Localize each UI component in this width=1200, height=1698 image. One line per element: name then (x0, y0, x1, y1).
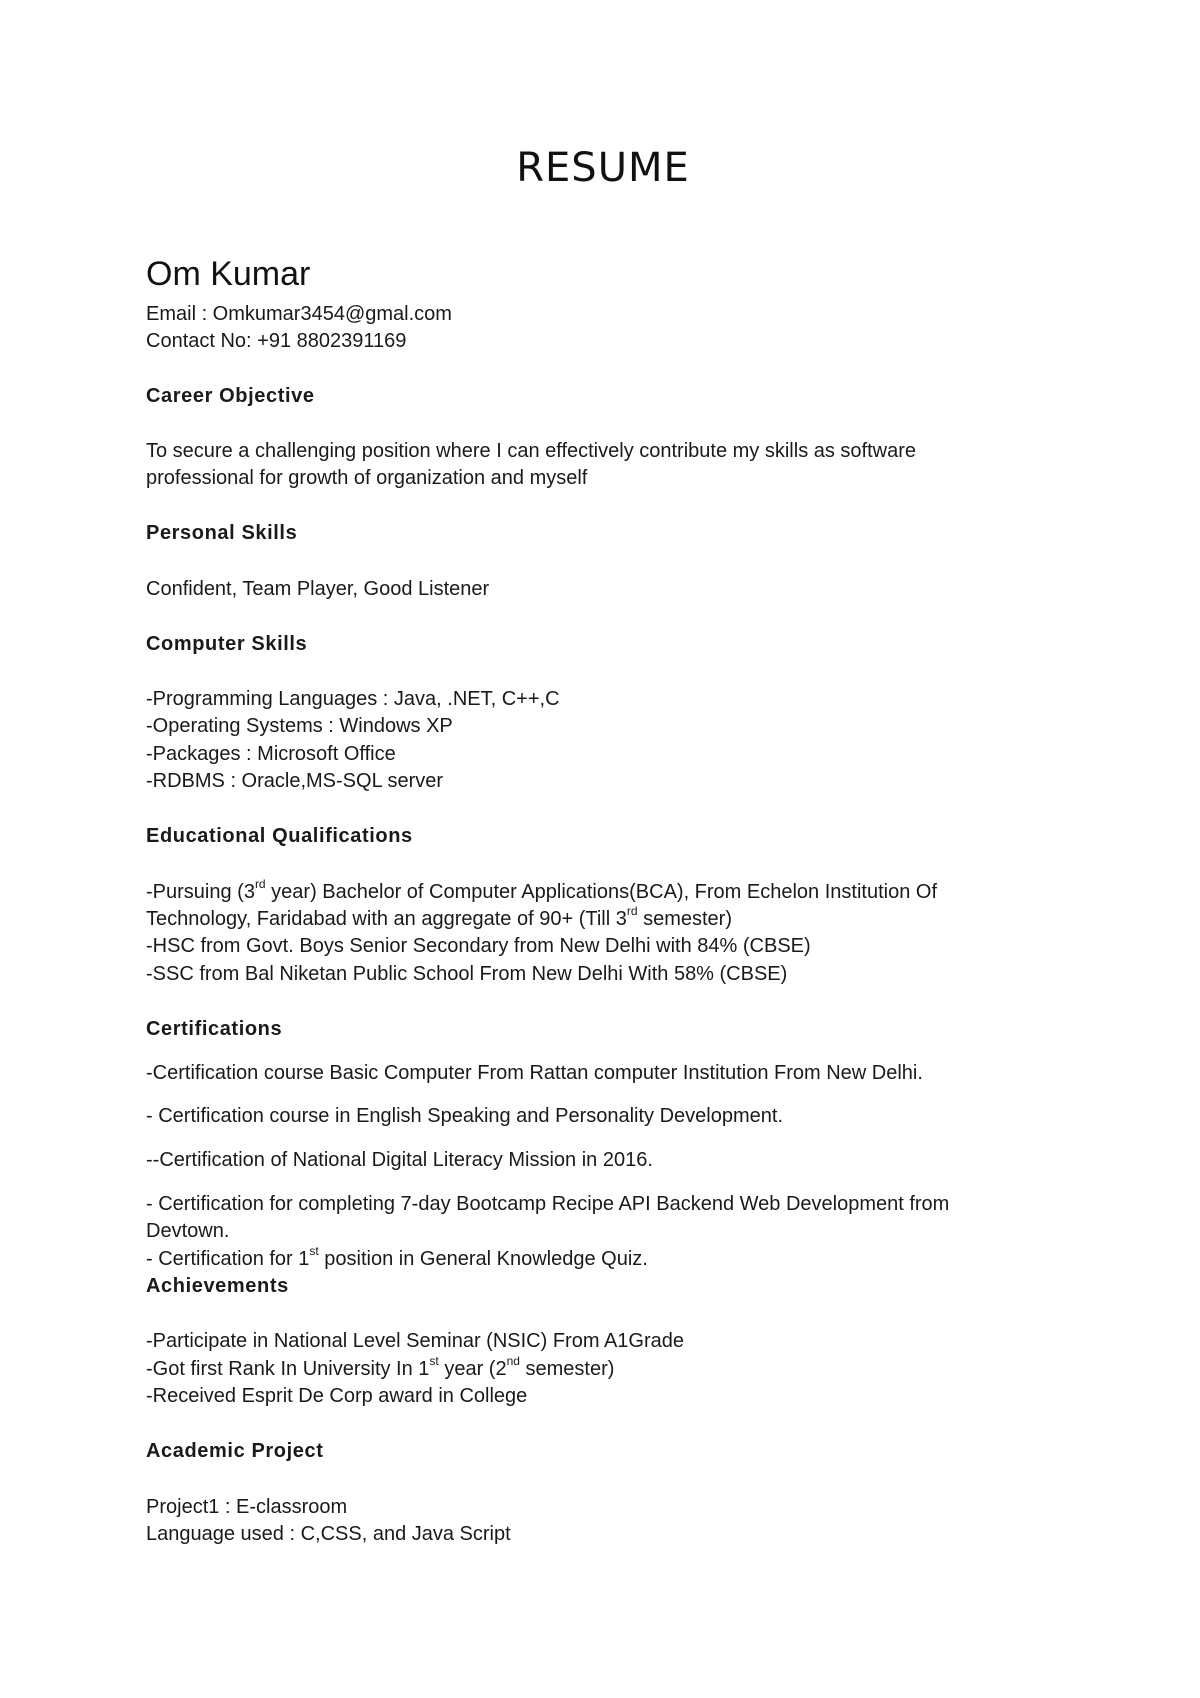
education-bca-line-1: -Pursuing (3rd year) Bachelor of Computer Applications(BCA), From Echelon Institution Of (146, 877, 938, 903)
certification-item-4-line-2: Devtown. (146, 1220, 230, 1242)
computer-skills-heading: Computer Skills (146, 633, 308, 655)
personal-skills-text: Confident, Team Player, Good Listener (146, 578, 490, 600)
certification-item-1: -Certification course Basic Computer From Rattan computer Institution From New Delhi. (146, 1062, 923, 1084)
computer-skill-rdbms: -RDBMS : Oracle,MS-SQL server (146, 770, 444, 792)
education-bca-line-2: Technology, Faridabad with an aggregate of 90+ (Till 3rd semester) (146, 904, 732, 930)
academic-project-language: Language used : C,CSS, and Java Script (146, 1523, 511, 1545)
achievement-item-2: -Got first Rank In University In 1st year (2nd semester) (146, 1354, 615, 1380)
contact-line: Contact No: +91 8802391169 (146, 330, 407, 352)
achievements-heading: Achievements (146, 1275, 289, 1297)
computer-skill-os: -Operating Systems : Windows XP (146, 715, 453, 737)
academic-project-heading: Academic Project (146, 1440, 324, 1462)
academic-project-title: Project1 : E-classroom (146, 1496, 348, 1518)
career-objective-line-2: professional for growth of organization and myself (146, 467, 588, 489)
candidate-name: Om Kumar (146, 255, 311, 293)
personal-skills-heading: Personal Skills (146, 522, 298, 544)
career-objective-line-1: To secure a challenging position where I can effectively contribute my skills as software (146, 440, 917, 462)
resume-page (146, 0, 1086, 1698)
computer-skill-programming: -Programming Languages : Java, .NET, C++,C (146, 688, 560, 710)
certification-item-3: --Certification of National Digital Literacy Mission in 2016. (146, 1149, 653, 1171)
career-objective-heading: Career Objective (146, 385, 315, 407)
document-title: RESUME (516, 145, 690, 191)
certification-item-4-line-1: - Certification for completing 7-day Bootcamp Recipe API Backend Web Development from (146, 1193, 950, 1215)
certifications-heading: Certifications (146, 1018, 283, 1040)
education-hsc: -HSC from Govt. Boys Senior Secondary from New Delhi with 84% (CBSE) (146, 935, 811, 957)
achievement-item-3: -Received Esprit De Corp award in College (146, 1385, 528, 1407)
computer-skill-packages: -Packages : Microsoft Office (146, 743, 396, 765)
education-heading: Educational Qualifications (146, 825, 413, 847)
education-ssc: -SSC from Bal Niketan Public School From New Delhi With 58% (CBSE) (146, 963, 788, 985)
achievement-item-1: -Participate in National Level Seminar (NSIC) From A1Grade (146, 1330, 684, 1352)
email-line: Email : Omkumar3454@gmal.com (146, 303, 452, 325)
certification-item-2: - Certification course in English Speaking and Personality Development. (146, 1105, 784, 1127)
certification-item-5: - Certification for 1st position in General Knowledge Quiz. (146, 1244, 648, 1270)
